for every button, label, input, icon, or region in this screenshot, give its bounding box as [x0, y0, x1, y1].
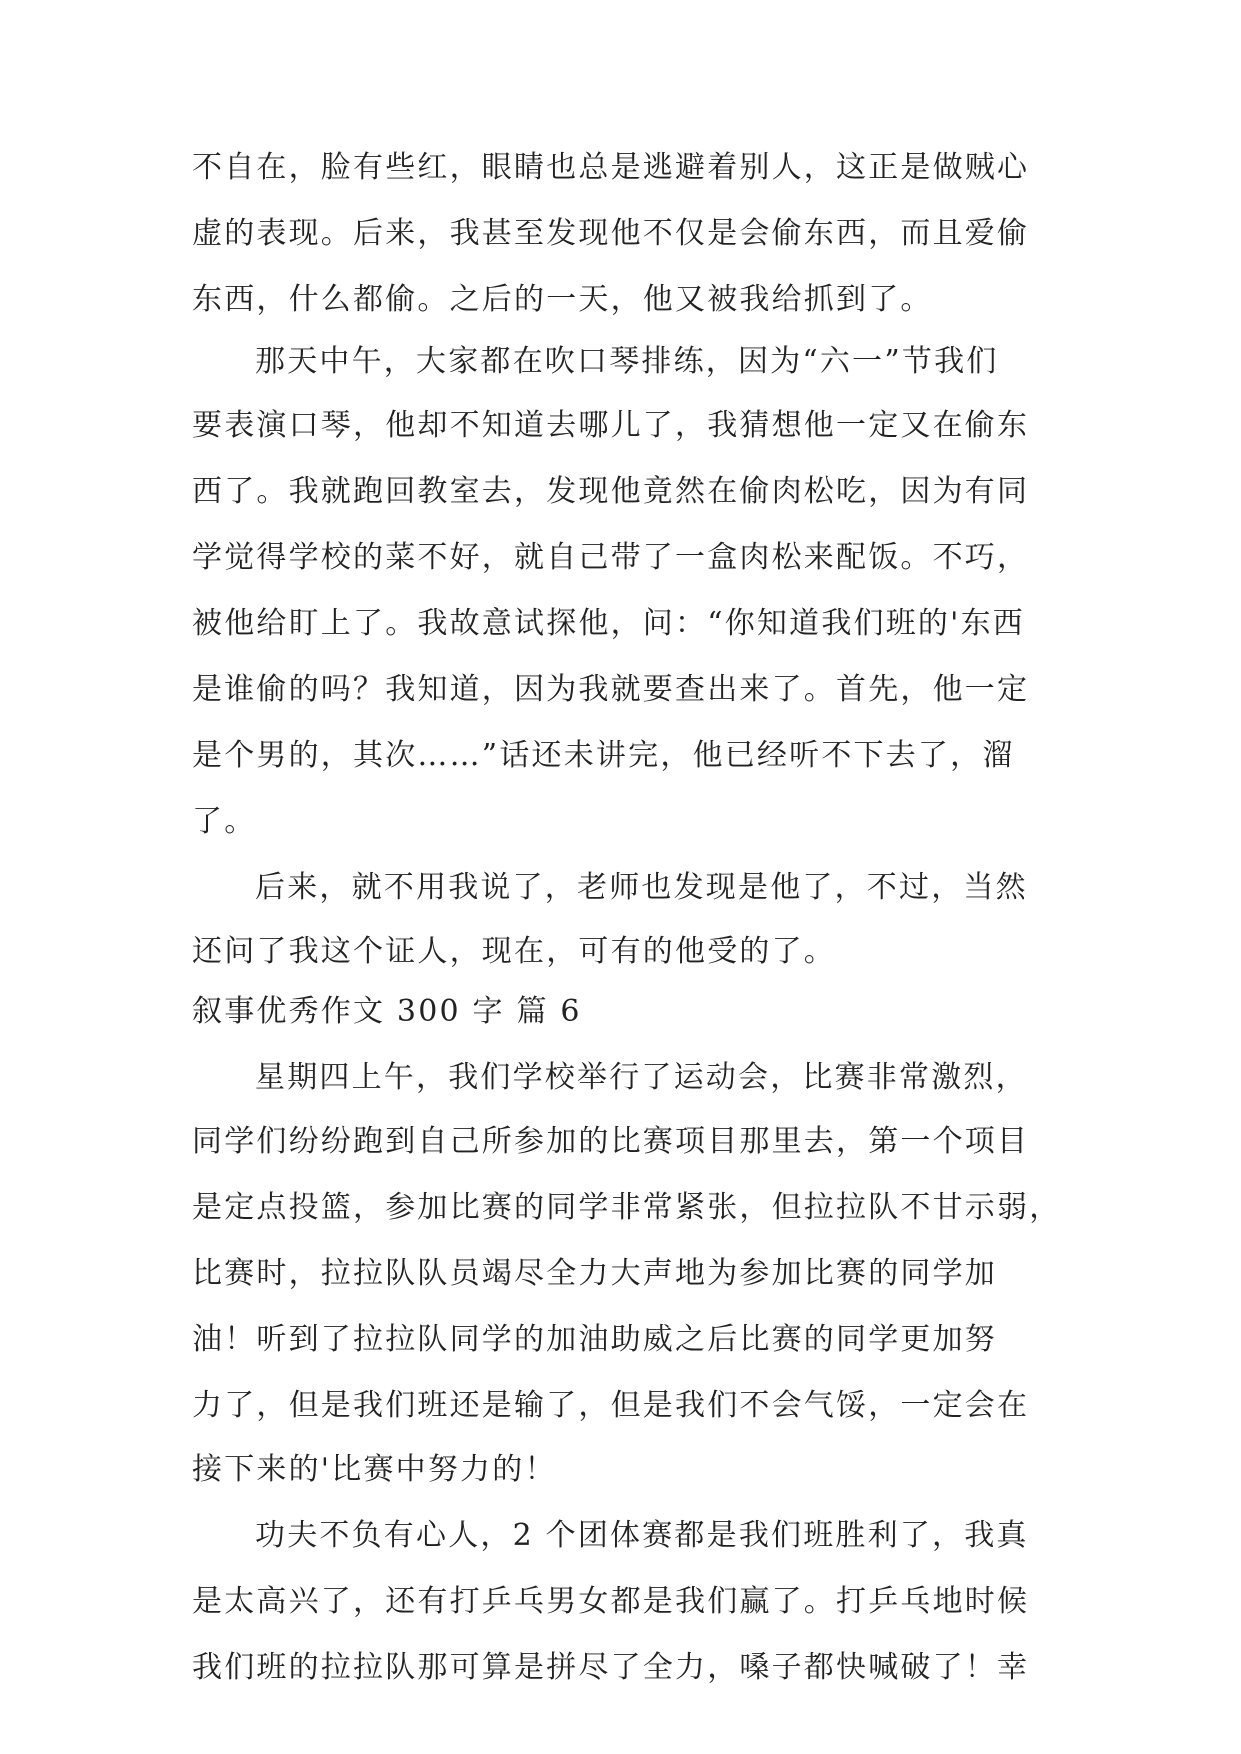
text-line: 力了，但是我们班还是输了，但是我们不会气馁，一定会在	[192, 1388, 1030, 1423]
text-line: 是个男的，其次……”话还未讲完，他已经听不下去了，溜	[192, 738, 1015, 773]
paragraph-start-line: 那天中午，大家都在吹口琴排练，因为“六一”节我们	[255, 344, 999, 379]
text-line: 我们班的拉拉队那可算是拼尽了全力，嗓子都快喊破了！幸	[192, 1650, 1030, 1685]
paragraph-start-line: 后来，就不用我说了，老师也发现是他了，不过，当然	[255, 870, 1028, 905]
text-line: 要表演口琴，他却不知道去哪儿了，我猜想他一定又在偷东	[192, 408, 1030, 443]
text-line: 是太高兴了，还有打乒乓男女都是我们赢了。打乒乓地时候	[192, 1584, 1030, 1619]
text-line: 接下来的'比赛中努力的！	[192, 1452, 557, 1487]
section-heading: 叙事优秀作文 300 字 篇 6	[192, 994, 582, 1029]
text-line: 东西，什么都偷。之后的一天，他又被我给抓到了。	[192, 282, 933, 317]
text-line: 比赛时，拉拉队队员竭尽全力大声地为参加比赛的同学加	[192, 1256, 997, 1291]
text-line: 学觉得学校的菜不好，就自己带了一盒肉松来配饭。不巧，	[192, 540, 1030, 575]
text-line: 油！听到了拉拉队同学的加油助威之后比赛的同学更加努	[192, 1322, 997, 1357]
text-line: 还问了我这个证人，现在，可有的他受的了。	[192, 934, 836, 969]
text-line: 是定点投篮，参加比赛的同学非常紧张，但拉拉队不甘示弱，	[192, 1190, 1062, 1225]
text-line: 被他给盯上了。我故意试探他，问：“你知道我们班的'东西	[192, 606, 1025, 641]
text-line: 虚的表现。后来，我甚至发现他不仅是会偷东西，而且爱偷	[192, 216, 1030, 251]
text-line: 不自在，脸有些红，眼睛也总是逃避着别人，这正是做贼心	[192, 150, 1030, 185]
text-line: 西了。我就跑回教室去，发现他竟然在偷肉松吃，因为有同	[192, 474, 1030, 509]
text-line: 是谁偷的吗？我知道，因为我就要查出来了。首先，他一定	[192, 672, 1030, 707]
text-line: 了。	[192, 804, 257, 839]
paragraph-start-line: 功夫不负有心人，2 个团体赛都是我们班胜利了，我真	[255, 1518, 1029, 1553]
text-line: 同学们纷纷跑到自己所参加的比赛项目那里去，第一个项目	[192, 1124, 1030, 1159]
paragraph-start-line: 星期四上午，我们学校举行了运动会，比赛非常激烈，	[255, 1060, 1028, 1095]
